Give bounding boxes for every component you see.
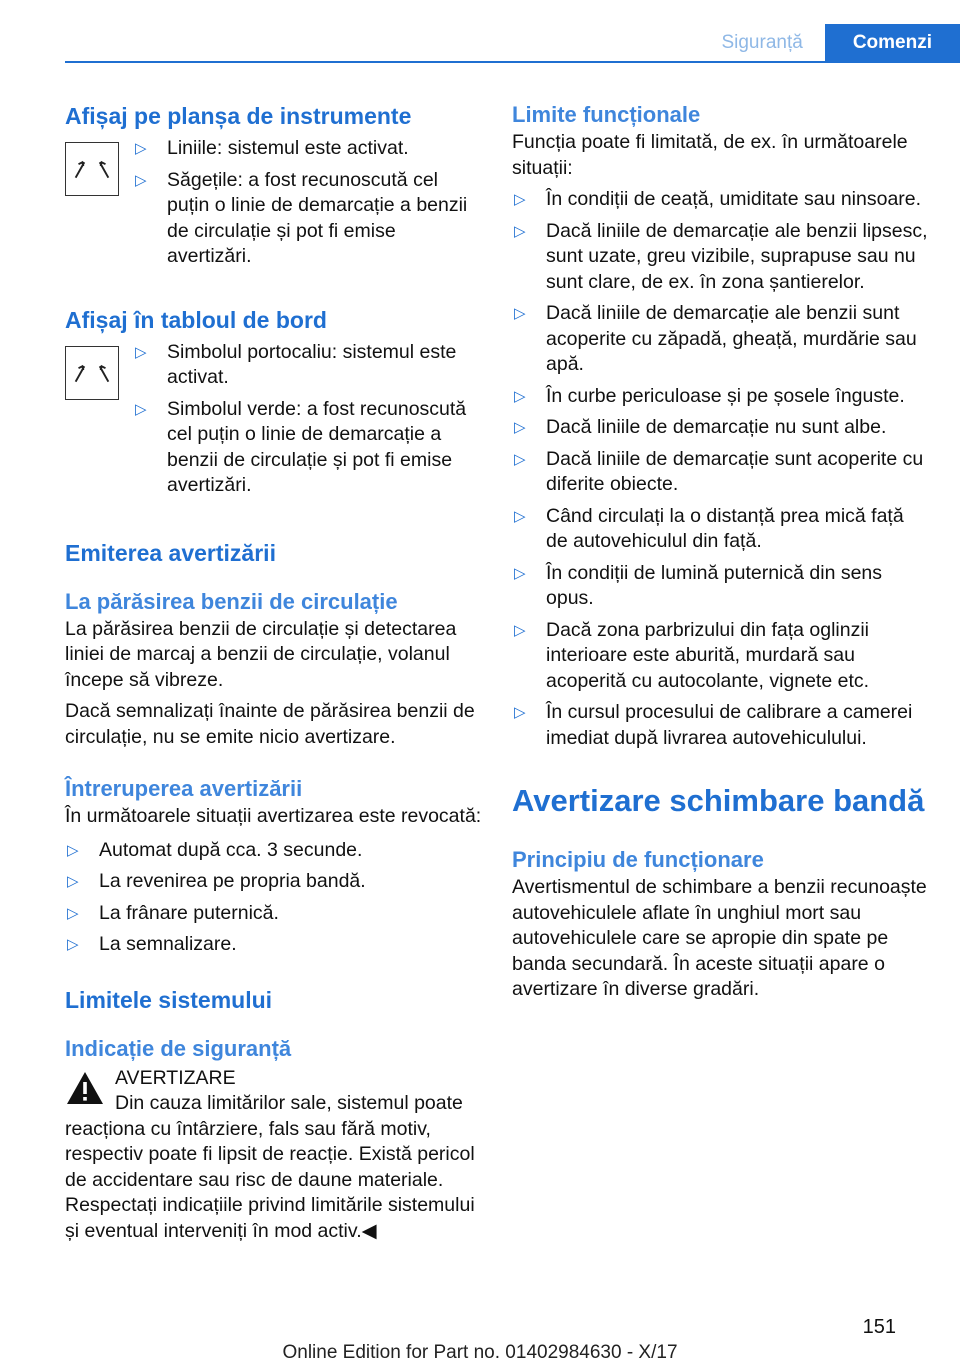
- list-item: ▷ În condiții de ceață, umiditate sau ninsoare.: [512, 187, 930, 213]
- warning-triangle-icon: [65, 1070, 105, 1106]
- paragraph: La părăsirea benzii de circulație și detectarea liniei de marcaj a benzii de circulație, volanul începe să vibreze.: [65, 617, 457, 691]
- list-item: ▷ Dacă liniile de demarcație ale benzii lipsesc, sunt uzate, greu vizibile, suprapuse sau nu sunt clare, de ex. în zona șantierelor.: [514, 219, 928, 293]
- paragraph: Dacă semnalizați înainte de părăsirea benzii de circulație, nu se emite nicio avertizare.: [65, 700, 475, 748]
- bullet-triangle-icon: ▷: [135, 140, 147, 157]
- subsection-title-warning-interruption: Întreruperea avertizării: [65, 776, 303, 801]
- bullet-triangle-icon: ▷: [514, 222, 526, 240]
- bullet-triangle-icon: ▷: [514, 621, 526, 639]
- paragraph: În următoarele situații avertizarea este revocată:: [65, 805, 482, 827]
- warning-text: Din cauza limitărilor sale, sistemul poate reacționa cu întârziere, fals sau fără motiv, respectiv poate fi lipsit de reacție. Există pericol de accidentare sau risc de daune materiale. Respectați indicațiile privind limitările sistemului și eventual interveniți în mod activ.◀: [65, 1092, 475, 1242]
- tab-siguranta[interactable]: Siguranță: [699, 24, 824, 62]
- dashboard-display-list: [133, 340, 483, 505]
- section-title-lane-change-warning: Avertizare schimbare bandă: [512, 783, 925, 818]
- list-item: ▷ Săgețile: a fost recunoscută cel puțin o linie de demarcație a benzii de circulație și pot fi emise avertizări.: [135, 168, 468, 267]
- subsection-title-functional-limits: Limite funcționale: [512, 102, 701, 127]
- bullet-triangle-icon: ▷: [135, 400, 147, 418]
- paragraph: Avertismentul de schimbare a benzii recunoaște autovehiculele aflate în unghiul mort sau autovehiculele care se apropie din spate pe banda secundară. În aceste situații apare o avertizare în diverse gradări.: [512, 876, 927, 1000]
- section-title-system-limits: Limitele sistemului: [65, 986, 273, 1013]
- bullet-triangle-icon: ▷: [514, 419, 526, 436]
- list-item: ▷ La frânare puternică.: [65, 901, 483, 927]
- subsection-title-operating-principle: Principiu de funcționare: [512, 847, 764, 872]
- bullet-triangle-icon: ▷: [514, 704, 526, 721]
- list-item: ▷ Liniile: sistemul este activat.: [133, 136, 483, 162]
- list-item: ▷ În curbe periculoase și pe șosele înguste.: [512, 384, 930, 410]
- instrument-display-block: [65, 136, 483, 276]
- list-item: ▷ Dacă zona parbrizului din fața oglinzii interioare este aburită, murdară sau acoperită cu autocolante, vignete etc.: [514, 618, 870, 692]
- functional-limits-list: [512, 187, 930, 751]
- section-title-instrument-display: Afișaj pe planșa de instrumente: [65, 103, 412, 129]
- bullet-triangle-icon: ▷: [67, 936, 79, 953]
- list-item: ▷ La revenirea pe propria bandă.: [65, 869, 483, 895]
- section-title-dashboard-display: Afișaj în tabloul de bord: [65, 306, 327, 333]
- bullet-triangle-icon: ▷: [135, 343, 147, 361]
- interruption-list: [65, 838, 483, 958]
- right-column: [512, 100, 930, 1003]
- header-tabs: [699, 24, 960, 62]
- list-item: ▷ La semnalizare.: [65, 932, 483, 958]
- bullet-triangle-icon: ▷: [67, 841, 79, 859]
- list-item: ▷ În condiții de lumină puternică din sens opus.: [514, 561, 883, 609]
- section-title-warning-output: Emiterea avertizării: [65, 539, 276, 566]
- lane-lines-icon: [65, 346, 119, 400]
- footer-edition: Online Edition for Part no. 01402984630 - X/17: [282, 1342, 678, 1363]
- paragraph: Funcția poate fi limitată, de ex. în următoarele situații:: [512, 131, 908, 179]
- warning-label: AVERTIZARE: [115, 1066, 236, 1089]
- list-item: ▷ Automat după cca. 3 secunde.: [65, 838, 483, 864]
- dashboard-display-block: [65, 340, 483, 505]
- tab-comenzi[interactable]: Comenzi: [825, 24, 960, 62]
- lane-lines-icon: [65, 142, 119, 196]
- bullet-triangle-icon: ▷: [514, 305, 526, 322]
- bullet-triangle-icon: ▷: [514, 564, 526, 582]
- subsection-title-leaving-lane: La părăsirea benzii de circulație: [65, 588, 398, 614]
- instrument-display-list: [133, 136, 483, 276]
- list-item: ▷ Dacă liniile de demarcație sunt acoperite cu diferite obiecte.: [514, 447, 924, 495]
- left-column: [65, 100, 483, 1244]
- subsection-title-safety-note: Indicație de siguranță: [65, 1035, 292, 1061]
- list-item: ▷ Dacă liniile de demarcație ale benzii sunt acoperite cu zăpadă, gheață, murdărie sau apă.: [514, 302, 917, 375]
- warning-box: [65, 1066, 483, 1245]
- bullet-triangle-icon: ▷: [514, 450, 526, 468]
- bullet-triangle-icon: ▷: [514, 387, 526, 405]
- bullet-triangle-icon: ▷: [135, 171, 147, 189]
- list-item: ▷ Simbolul portocaliu: sistemul este activat.: [135, 340, 457, 388]
- list-item: ▷ Simbolul verde: a fost recunoscută cel puțin o linie de demarcație a benzii de circulație și pot fi emise avertizări.: [135, 397, 467, 496]
- list-item: ▷ Dacă liniile de demarcație nu sunt albe.: [512, 415, 930, 441]
- bullet-triangle-icon: ▷: [67, 873, 79, 890]
- bullet-triangle-icon: ▷: [514, 507, 526, 525]
- bullet-triangle-icon: ▷: [514, 191, 526, 208]
- bullet-triangle-icon: ▷: [67, 904, 79, 922]
- list-item: ▷ Când circulați la o distanță prea mică față de autovehiculul din față.: [514, 504, 904, 552]
- header-rule: [65, 61, 960, 63]
- list-item: ▷ În cursul procesului de calibrare a camerei imediat după livrarea autovehiculului.: [514, 701, 913, 749]
- page-number: 151: [862, 1316, 896, 1338]
